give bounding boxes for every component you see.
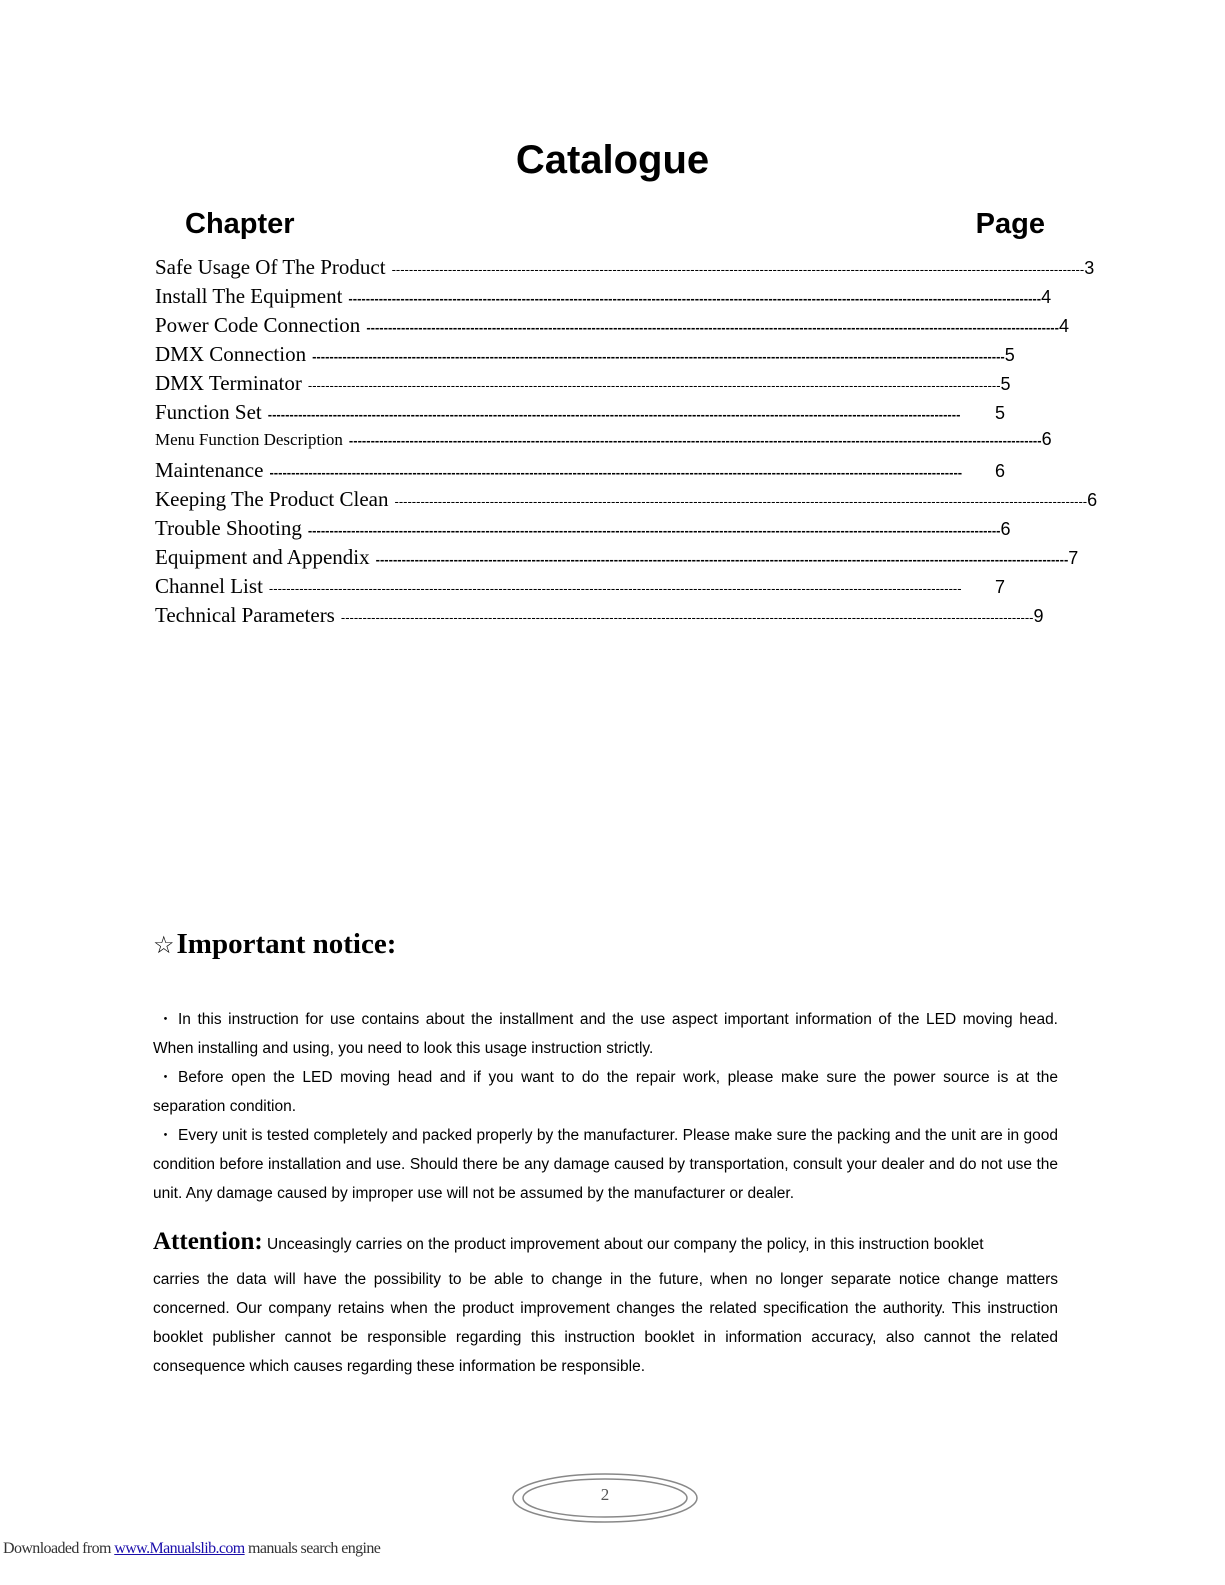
toc-leader: ---------------------------------------------------------------------------------------------------------------------------------------------------------------- xyxy=(307,378,1001,393)
notice-text: Every unit is tested completely and packed properly by the manufacturer. Please make sure the packing and the unit are in good condition before installation and use. Should there be any damage caused by transportation, consult your dealer and do not use the unit. Any damage caused by improper use will not be assumed by the manufacturer or dealer. xyxy=(153,1127,1058,1202)
footer-suffix: manuals search engine xyxy=(244,1540,381,1557)
manualslib-link[interactable]: www.Manualslib.com xyxy=(114,1540,245,1557)
toc-entry[interactable] xyxy=(155,574,1005,603)
toc-entry[interactable] xyxy=(155,487,1098,516)
notice-text: In this instruction for use contains about the installment and the use aspect important information of the LED moving head. When installing and using, you need to look this usage instruction strictly. xyxy=(153,1011,1058,1057)
toc-entry[interactable] xyxy=(155,603,1044,632)
toc-entry-label: Power Code Connection xyxy=(155,313,361,337)
toc-entry[interactable] xyxy=(155,342,1015,371)
toc-entry[interactable] xyxy=(155,284,1052,313)
toc-entry-label: Maintenance xyxy=(155,458,264,482)
toc-entry[interactable] xyxy=(155,429,1052,458)
important-notice-heading xyxy=(153,928,396,961)
toc-entry-page: 6 xyxy=(1000,519,1011,539)
toc-entry-page: 6 xyxy=(1041,429,1052,449)
bullet-icon: ・ xyxy=(157,1011,174,1028)
toc-entry-page: 5 xyxy=(1004,345,1015,365)
toc-leader: ---------------------------------------------------------------------------------------------------------------------------------------------------------------- xyxy=(391,262,1085,277)
toc-entry-label: DMX Connection xyxy=(155,342,307,366)
toc-entry-label: Keeping The Product Clean xyxy=(155,487,389,511)
toc-leader: ---------------------------------------------------------------------------------------------------------------------------------------------------------------- xyxy=(348,291,1042,306)
toc-entry-label: Install The Equipment xyxy=(155,284,343,308)
toc-leader: ---------------------------------------------------------------------------------------------------------------------------------------------------------------- xyxy=(366,320,1059,335)
toc-entry-page: 5 xyxy=(1000,374,1011,394)
bullet-icon: ・ xyxy=(157,1069,174,1086)
table-of-contents xyxy=(155,255,1098,632)
toc-leader: ---------------------------------------------------------------------------------------------------------------------------------------------------------------- xyxy=(348,433,1042,448)
toc-entry-page: 4 xyxy=(1058,316,1069,336)
attention-section xyxy=(153,1222,1058,1381)
important-notice-body xyxy=(153,1005,1058,1208)
toc-entry-page: 3 xyxy=(1084,258,1095,278)
footer-prefix: Downloaded from xyxy=(3,1540,115,1557)
toc-entry-label: Equipment and Appendix xyxy=(155,545,370,569)
attention-label: Attention: xyxy=(153,1228,263,1255)
toc-entry[interactable] xyxy=(155,516,1011,545)
important-notice-title: Important notice: xyxy=(176,928,397,960)
star-icon: ☆ xyxy=(153,933,175,959)
toc-entry[interactable] xyxy=(155,458,1005,487)
toc-entry[interactable] xyxy=(155,313,1069,342)
notice-text: Before open the LED moving head and if you want to do the repair work, please make sure the power source is at the separation condition. xyxy=(153,1069,1058,1115)
page-title: Catalogue xyxy=(515,138,710,182)
toc-entry-label: DMX Terminator xyxy=(155,371,302,395)
toc-entry-page: 6 xyxy=(1087,490,1098,510)
page-column-header: Page xyxy=(975,208,1045,240)
toc-entry-label: Safe Usage Of The Product xyxy=(155,255,386,279)
toc-entry[interactable] xyxy=(155,255,1095,284)
toc-entry[interactable] xyxy=(155,371,1011,400)
toc-entry-page: 9 xyxy=(1033,606,1044,626)
chapter-column-header: Chapter xyxy=(185,208,295,240)
toc-entry-label: Trouble Shooting xyxy=(155,516,302,540)
toc-entry-label: Menu Function Description xyxy=(155,430,343,449)
bullet-icon: ・ xyxy=(157,1127,174,1144)
toc-leader: ---------------------------------------------------------------------------------------------------------------------------------------------------------------- xyxy=(268,581,962,596)
toc-leader: ---------------------------------------------------------------------------------------------------------------------------------------------------------------- xyxy=(340,610,1034,625)
attention-first-line xyxy=(153,1222,1058,1265)
toc-entry-page: 5 xyxy=(994,403,1005,423)
download-footer xyxy=(3,1540,380,1558)
toc-entry-page: 7 xyxy=(994,577,1005,597)
toc-entry[interactable] xyxy=(155,545,1079,574)
page-number: 2 xyxy=(600,1485,610,1504)
notice-paragraph xyxy=(153,1005,1058,1063)
toc-entry-label: Technical Parameters xyxy=(155,603,335,627)
toc-entry-page: 7 xyxy=(1068,548,1079,568)
notice-paragraph xyxy=(153,1063,1058,1121)
toc-leader: ---------------------------------------------------------------------------------------------------------------------------------------------------------------- xyxy=(267,407,961,422)
toc-entry-page: 6 xyxy=(994,461,1005,481)
toc-entry[interactable] xyxy=(155,400,1005,429)
attention-text-start: Unceasingly carries on the product improvement about our company the policy, in this instruction booklet xyxy=(267,1236,984,1253)
toc-entry-label: Channel List xyxy=(155,574,263,598)
toc-entry-label: Function Set xyxy=(155,400,262,424)
toc-leader: ---------------------------------------------------------------------------------------------------------------------------------------------------------------- xyxy=(375,552,1069,567)
toc-leader: ---------------------------------------------------------------------------------------------------------------------------------------------------------------- xyxy=(307,523,1001,538)
page-number-badge xyxy=(511,1472,699,1524)
toc-leader: ---------------------------------------------------------------------------------------------------------------------------------------------------------------- xyxy=(269,465,963,480)
notice-paragraph xyxy=(153,1121,1058,1208)
toc-leader: ---------------------------------------------------------------------------------------------------------------------------------------------------------------- xyxy=(312,349,1005,364)
toc-entry-page: 4 xyxy=(1041,287,1052,307)
toc-leader: ---------------------------------------------------------------------------------------------------------------------------------------------------------------- xyxy=(394,494,1088,509)
attention-text: carries the data will have the possibility to be able to change in the future, when no longer separate notice change matters concerned. Our company retains when the product improvement changes the related specification the authority. This instruction booklet publisher cannot be responsible regarding this instruction booklet in information accuracy, also cannot the related consequence which causes regarding these information be responsible. xyxy=(153,1271,1058,1375)
